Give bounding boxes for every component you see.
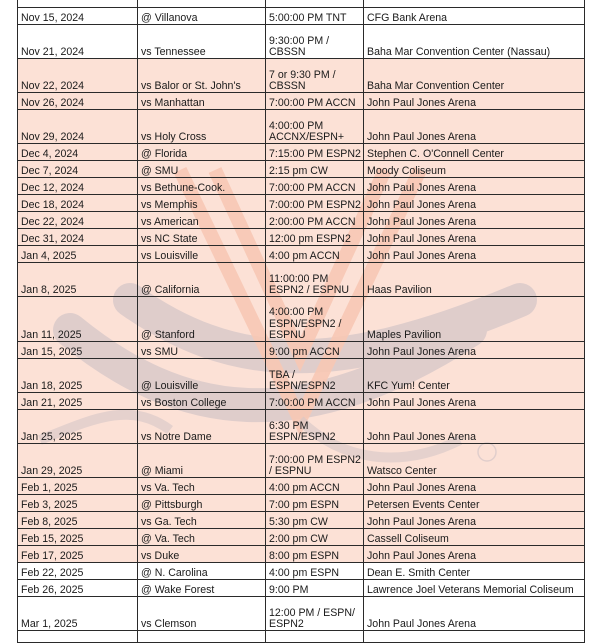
schedule-table (17, 0, 585, 643)
table-row (18, 597, 585, 631)
table-row (18, 25, 585, 59)
cell-date: Jan 18, 2025 (18, 359, 138, 393)
cell-opponent: vs Louisville (138, 246, 266, 263)
cell-time: 7:00:00 PM ACCN (266, 178, 364, 195)
cell-opponent: vs Memphis (138, 195, 266, 212)
table-row (18, 161, 585, 178)
cell-time: 7 or 9:30 PM / CBSSN (266, 59, 364, 93)
cell-opponent: vs SMU (138, 342, 266, 359)
cell-time: 4:00 pm ESPN (266, 563, 364, 580)
table-row (18, 229, 585, 246)
table-row (18, 8, 585, 25)
cell-date: Nov 26, 2024 (18, 93, 138, 110)
cell-venue: John Paul Jones Arena (364, 478, 585, 495)
cell-date: Feb 22, 2025 (18, 563, 138, 580)
cell-opponent: @ California (138, 263, 266, 297)
cell-opponent: @ Louisville (138, 359, 266, 393)
cell-opponent: vs Clemson (138, 597, 266, 631)
cell-date (18, 631, 138, 643)
cell-opponent: @ Florida (138, 144, 266, 161)
table-row (18, 342, 585, 359)
cell-date: Dec 4, 2024 (18, 144, 138, 161)
cell-date: Feb 15, 2025 (18, 529, 138, 546)
cell-venue: John Paul Jones Arena (364, 512, 585, 529)
table-row (18, 195, 585, 212)
cell-date: Feb 8, 2025 (18, 512, 138, 529)
cell-time: 5:30 pm CW (266, 512, 364, 529)
table-row (18, 297, 585, 342)
cell-date: Feb 3, 2025 (18, 495, 138, 512)
cell-opponent (138, 0, 266, 8)
cell-date: Nov 22, 2024 (18, 59, 138, 93)
cell-time: TBA / ESPN/ESPN2 (266, 359, 364, 393)
cell-venue (364, 631, 585, 643)
cell-venue: John Paul Jones Arena (364, 195, 585, 212)
cell-date: Jan 15, 2025 (18, 342, 138, 359)
cell-date: Jan 4, 2025 (18, 246, 138, 263)
cell-time (266, 0, 364, 8)
cell-venue: John Paul Jones Arena (364, 212, 585, 229)
cell-date: Dec 12, 2024 (18, 178, 138, 195)
table-row (18, 410, 585, 444)
cell-time: 4:00:00 PM ACCNX/ESPN+ (266, 110, 364, 144)
table-row (18, 93, 585, 110)
cell-opponent: vs NC State (138, 229, 266, 246)
cell-date: Mar 1, 2025 (18, 597, 138, 631)
cell-time (266, 631, 364, 643)
cell-date: Feb 17, 2025 (18, 546, 138, 563)
table-row (18, 444, 585, 478)
cell-time: 9:00 PM (266, 580, 364, 597)
cell-date: Jan 8, 2025 (18, 263, 138, 297)
table-row (18, 529, 585, 546)
table-row (18, 178, 585, 195)
cell-time: 2:00 pm CW (266, 529, 364, 546)
cell-opponent: vs Notre Dame (138, 410, 266, 444)
cell-opponent: vs Bethune-Cook. (138, 178, 266, 195)
cell-venue: John Paul Jones Arena (364, 229, 585, 246)
cell-opponent: @ SMU (138, 161, 266, 178)
cell-time: 12:00 pm ESPN2 (266, 229, 364, 246)
cell-time: 2:00:00 PM ACCN (266, 212, 364, 229)
cell-venue: Maples Pavilion (364, 297, 585, 342)
table-row (18, 580, 585, 597)
cell-venue: Watsco Center (364, 444, 585, 478)
cell-venue: Lawrence Joel Veterans Memorial Coliseum (364, 580, 585, 597)
cell-venue: John Paul Jones Arena (364, 178, 585, 195)
cell-opponent: @ Pittsburgh (138, 495, 266, 512)
cell-venue: John Paul Jones Arena (364, 93, 585, 110)
table-row (18, 631, 585, 643)
cell-venue: Baha Mar Convention Center (Nassau) (364, 25, 585, 59)
cell-time: 9:00 pm ACCN (266, 342, 364, 359)
cell-time: 4:00 pm ACCN (266, 246, 364, 263)
table-row (18, 563, 585, 580)
table-row (18, 246, 585, 263)
cell-time: 2:15 pm CW (266, 161, 364, 178)
cell-venue: Dean E. Smith Center (364, 563, 585, 580)
cell-venue: KFC Yum! Center (364, 359, 585, 393)
cell-opponent: vs Manhattan (138, 93, 266, 110)
cell-time: 12:00 PM / ESPN/ ESPN2 (266, 597, 364, 631)
cell-time: 7:15:00 PM ESPN2 (266, 144, 364, 161)
cell-date: Dec 7, 2024 (18, 161, 138, 178)
cell-opponent: @ Villanova (138, 8, 266, 25)
cell-venue: John Paul Jones Arena (364, 393, 585, 410)
cell-time: 7:00:00 PM ESPN2 / ESPNU (266, 444, 364, 478)
cell-opponent: @ Stanford (138, 297, 266, 342)
cell-time: 7:00:00 PM ACCN (266, 93, 364, 110)
cell-venue: John Paul Jones Arena (364, 342, 585, 359)
cell-venue: John Paul Jones Arena (364, 246, 585, 263)
cell-venue: Cassell Coliseum (364, 529, 585, 546)
cell-time: 6:30 PM ESPN/ESPN2 (266, 410, 364, 444)
cell-venue: Stephen C. O'Connell Center (364, 144, 585, 161)
cell-date: Dec 22, 2024 (18, 212, 138, 229)
cell-date: Nov 29, 2024 (18, 110, 138, 144)
cell-date: Jan 25, 2025 (18, 410, 138, 444)
cell-date: Feb 26, 2025 (18, 580, 138, 597)
cell-time: 11:00:00 PM ESPN2 / ESPNU (266, 263, 364, 297)
cell-time: 8:00 pm ESPN (266, 546, 364, 563)
cell-date (18, 0, 138, 8)
cell-date: Nov 21, 2024 (18, 25, 138, 59)
cell-date: Dec 18, 2024 (18, 195, 138, 212)
cell-opponent: @ N. Carolina (138, 563, 266, 580)
cell-venue: Baha Mar Convention Center (364, 59, 585, 93)
cell-venue: Haas Pavilion (364, 263, 585, 297)
cell-date: Dec 31, 2024 (18, 229, 138, 246)
cell-time: 4:00 pm ACCN (266, 478, 364, 495)
table-row (18, 512, 585, 529)
table-row (18, 359, 585, 393)
cell-opponent: vs Ga. Tech (138, 512, 266, 529)
table-row (18, 263, 585, 297)
cell-opponent: @ Va. Tech (138, 529, 266, 546)
cell-opponent: vs Tennessee (138, 25, 266, 59)
cell-time: 5:00:00 PM TNT (266, 8, 364, 25)
cell-date: Jan 29, 2025 (18, 444, 138, 478)
table-row (18, 393, 585, 410)
cell-venue: John Paul Jones Arena (364, 597, 585, 631)
schedule-body (18, 0, 585, 643)
cell-time: 7:00:00 PM ACCN (266, 393, 364, 410)
cell-venue (364, 0, 585, 8)
table-row (18, 110, 585, 144)
cell-opponent: vs American (138, 212, 266, 229)
table-row (18, 0, 585, 8)
table-row (18, 546, 585, 563)
cell-venue: John Paul Jones Arena (364, 410, 585, 444)
cell-opponent: @ Miami (138, 444, 266, 478)
cell-venue: John Paul Jones Arena (364, 546, 585, 563)
cell-time: 7:00:00 PM ESPN2 (266, 195, 364, 212)
table-row (18, 144, 585, 161)
cell-time: 9:30:00 PM / CBSSN (266, 25, 364, 59)
cell-opponent: vs Va. Tech (138, 478, 266, 495)
table-row (18, 495, 585, 512)
cell-opponent: @ Wake Forest (138, 580, 266, 597)
table-row (18, 478, 585, 495)
cell-opponent: vs Holy Cross (138, 110, 266, 144)
cell-date: Jan 11, 2025 (18, 297, 138, 342)
cell-opponent (138, 631, 266, 643)
cell-venue: John Paul Jones Arena (364, 110, 585, 144)
cell-venue: Moody Coliseum (364, 161, 585, 178)
cell-date: Nov 15, 2024 (18, 8, 138, 25)
cell-opponent: vs Boston College (138, 393, 266, 410)
cell-date: Jan 21, 2025 (18, 393, 138, 410)
cell-date: Feb 1, 2025 (18, 478, 138, 495)
cell-time: 7:00 pm ESPN (266, 495, 364, 512)
cell-venue: CFG Bank Arena (364, 8, 585, 25)
table-row (18, 59, 585, 93)
cell-opponent: vs Duke (138, 546, 266, 563)
cell-opponent: vs Balor or St. John's (138, 59, 266, 93)
table-row (18, 212, 585, 229)
cell-venue: Petersen Events Center (364, 495, 585, 512)
cell-time: 4:00:00 PM ESPN/ESPN2 / ESPNU (266, 297, 364, 342)
